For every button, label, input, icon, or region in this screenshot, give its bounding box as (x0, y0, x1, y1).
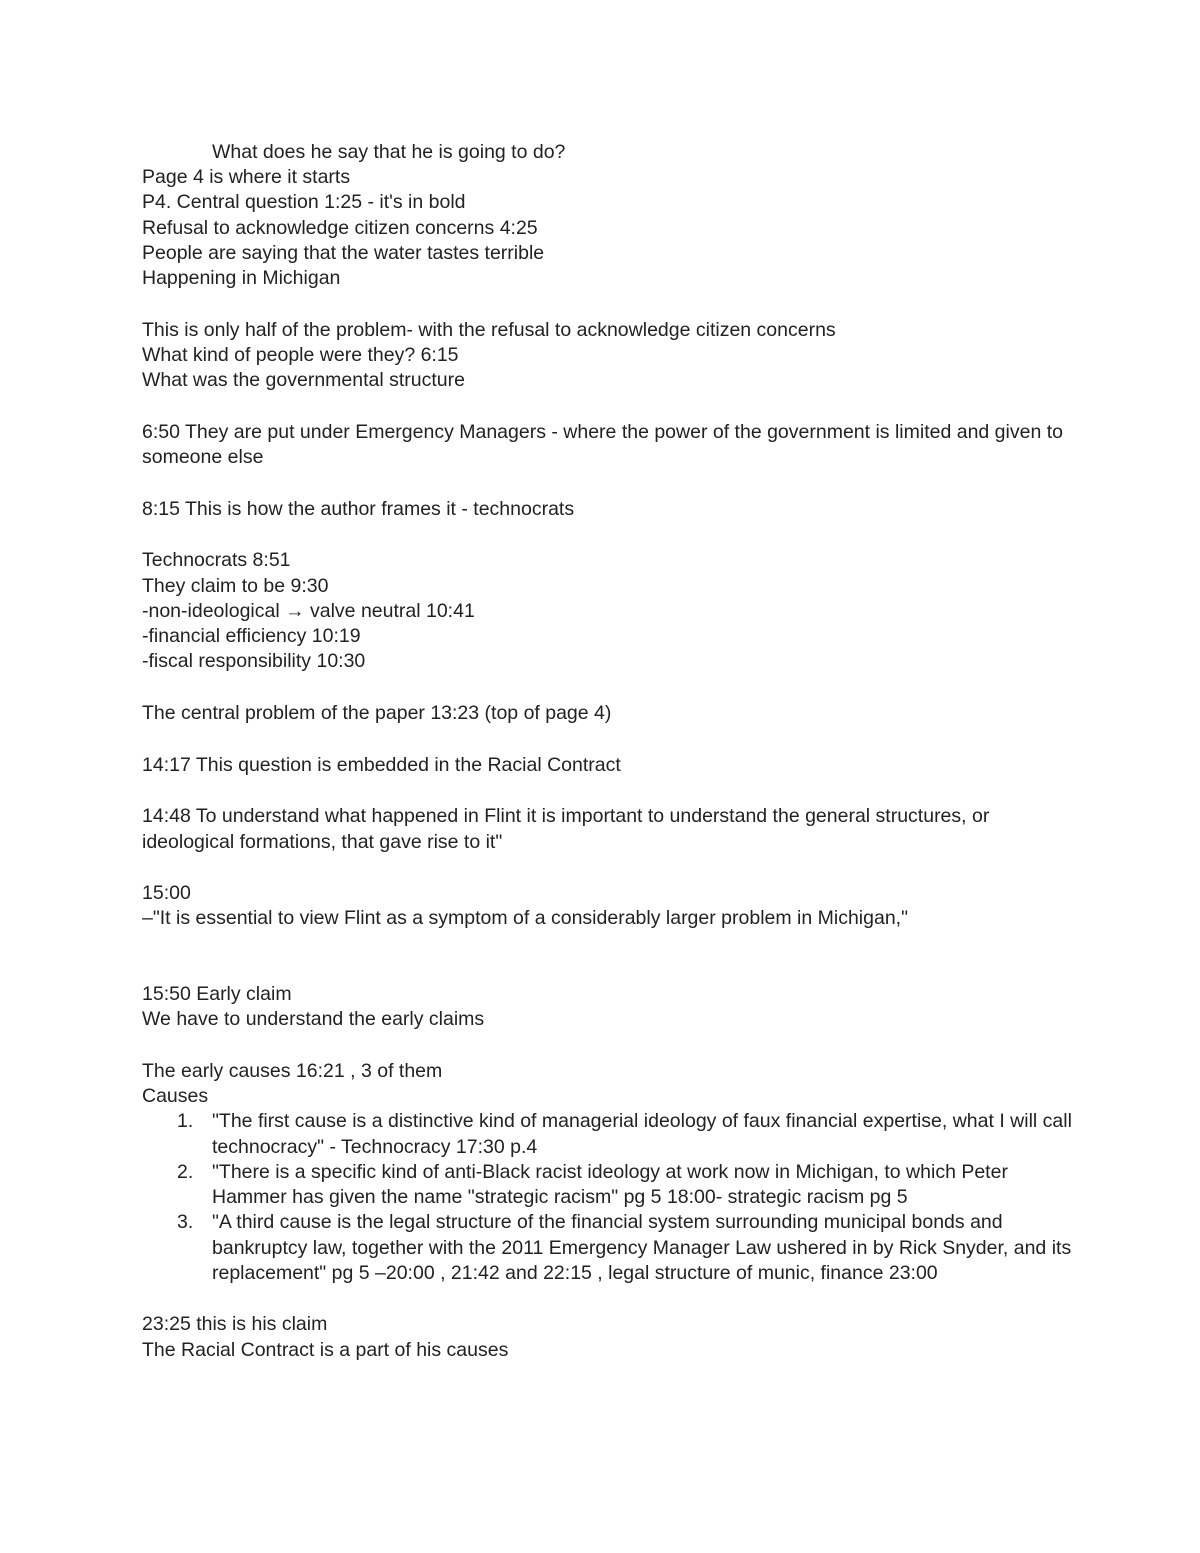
note-line: The central problem of the paper 13:23 (top of page 4) (142, 701, 612, 724)
list-number: 3. (177, 1211, 194, 1234)
note-line: The Racial Contract is a part of his causes (142, 1338, 509, 1361)
spacer (142, 726, 1072, 753)
spacer (142, 522, 1072, 549)
note-line: -fiscal responsibility 10:30 (142, 650, 366, 673)
note-line: Page 4 is where it starts (142, 166, 351, 189)
spacer (142, 393, 1072, 420)
note-line: P4. Central question 1:25 - it's in bold (142, 191, 466, 214)
note-line: People are saying that the water tastes terrible (142, 241, 545, 264)
note-paragraph: 14:48 To understand what happened in Flint it is important to understand the general structures, or ideological formations, that gave rise to it" (142, 805, 990, 853)
note-line: –"It is essential to view Flint as a symptom of a considerably larger problem in Michigan," (142, 907, 909, 930)
list-number: 1. (177, 1110, 194, 1133)
note-paragraph: 6:50 They are put under Emergency Managers - where the power of the government is limited and given to someone else (142, 420, 1063, 469)
list-item-text: "A third cause is the legal structure of the financial system surrounding municipal bonds and bankruptcy law, together with the 2011 Emergency Manager Law ushered in by Rick Snyder, and its replacement" pg 5 –20:00 , 21:42 and 22:15 , legal structure of munic, finance 23:00 (212, 1211, 1072, 1284)
spacer (142, 470, 1072, 497)
list-item (142, 1109, 1072, 1159)
spacer (142, 855, 1072, 882)
intro-question: What does he say that he is going to do? (212, 141, 566, 163)
list-number: 2. (177, 1160, 194, 1183)
note-line: They claim to be 9:30 (142, 574, 329, 597)
note-line: What was the governmental structure (142, 369, 465, 392)
note-line: 14:17 This question is embedded in the Racial Contract (142, 753, 621, 776)
spacer (142, 1033, 1072, 1060)
note-line: 8:15 This is how the author frames it - technocrats (142, 497, 575, 520)
note-line: Refusal to acknowledge citizen concerns 4:25 (142, 216, 538, 239)
note-line: 23:25 this is his claim (142, 1313, 328, 1336)
note-line: We have to understand the early claims (142, 1008, 485, 1031)
note-line: What kind of people were they? 6:15 (142, 343, 459, 366)
spacer (142, 778, 1072, 805)
list-item (142, 1160, 1072, 1210)
spacer (142, 291, 1072, 318)
note-line: -non-ideological → valve neutral 10:41 (142, 599, 475, 622)
notes-body (142, 140, 1072, 1363)
note-line: This is only half of the problem- with the refusal to acknowledge citizen concerns (142, 318, 836, 341)
note-line: Causes (142, 1085, 209, 1108)
note-line: Happening in Michigan (142, 267, 341, 290)
spacer (142, 932, 1072, 983)
spacer (142, 674, 1072, 701)
list-item-text: "The first cause is a distinctive kind of managerial ideology of faux financial expertise, what I will call technocracy" - Technocracy 17:30 p.4 (212, 1110, 1072, 1158)
note-line: -financial efficiency 10:19 (142, 625, 361, 648)
note-line: Technocrats 8:51 (142, 549, 291, 572)
note-line: 15:00 (142, 882, 191, 905)
list-item-text: "There is a specific kind of anti-Black racist ideology at work now in Michigan, to which Peter Hammer has given the name "strategic racism" pg 5 18:00- strategic racism pg 5 (212, 1160, 1008, 1209)
note-line: The early causes 16:21 , 3 of them (142, 1060, 443, 1083)
note-line: 15:50 Early claim (142, 983, 292, 1006)
spacer (142, 1286, 1072, 1313)
causes-list (142, 1109, 1072, 1285)
list-item (142, 1210, 1072, 1286)
